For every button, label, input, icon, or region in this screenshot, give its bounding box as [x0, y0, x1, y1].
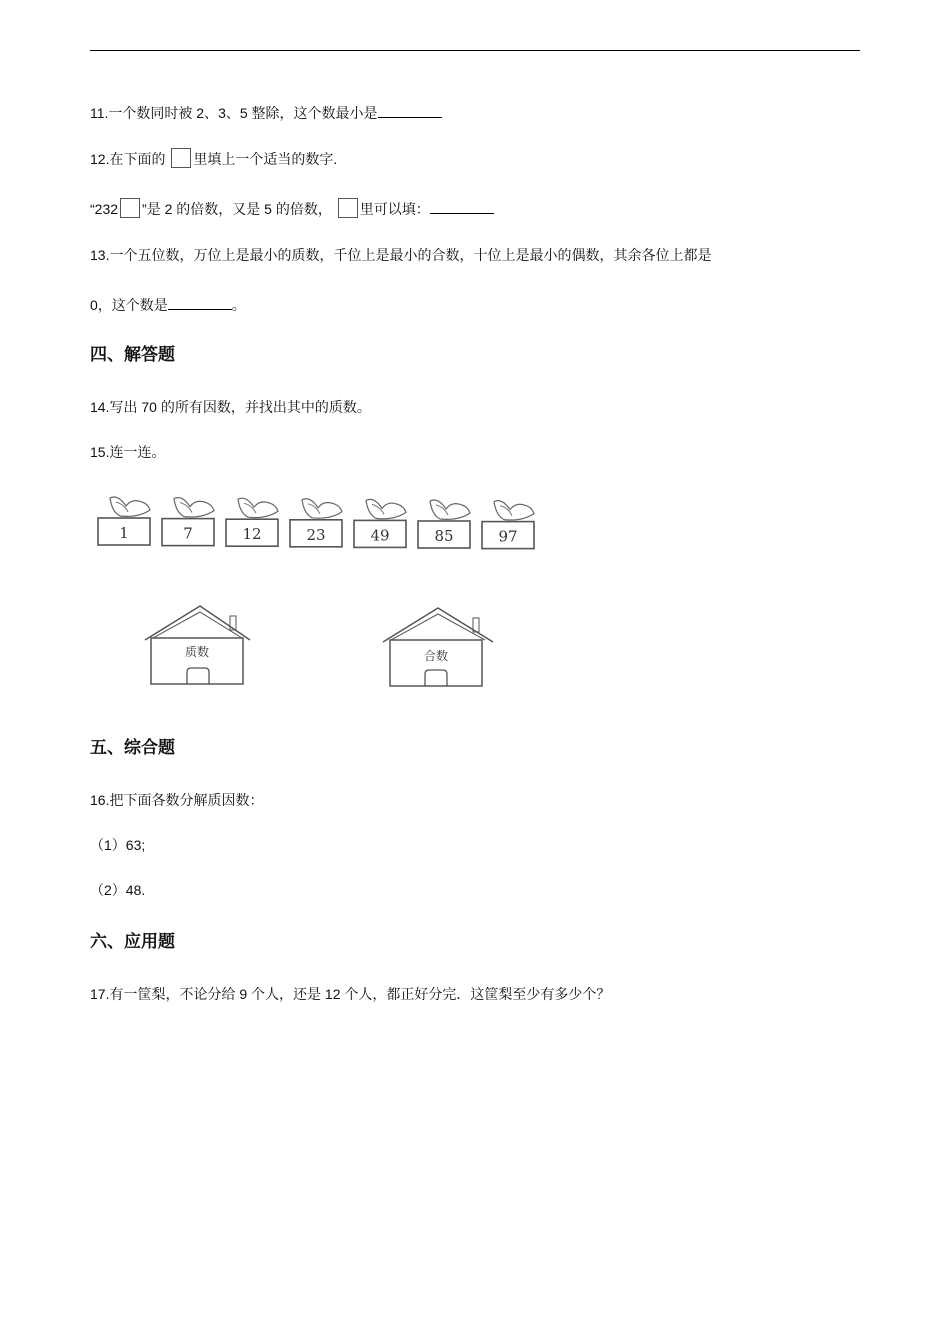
question-12-line2-b: ”是 2 的倍数，又是 5 的倍数，: [142, 201, 332, 217]
answer-blank: [430, 199, 494, 214]
connect-figure-svg: [95, 488, 555, 703]
question-12-line2-a: “232: [90, 201, 119, 217]
dove-icon: [366, 499, 406, 518]
question-12-text-b: 里填上一个适当的数字.: [193, 151, 338, 167]
question-14: 14.写出 70 的所有因数，并找出其中的质数。: [90, 399, 371, 415]
question-13-line2-a: 0，这个数是: [90, 297, 168, 313]
dove-icon: [110, 497, 150, 516]
question-13: [90, 245, 711, 265]
dove-icon: [494, 501, 534, 520]
question-11: [90, 103, 442, 123]
dove-icon: [430, 500, 470, 519]
question-16-item-1: （1）63;: [90, 837, 146, 853]
question-12-text-a: 12.在下面的: [90, 151, 166, 167]
bird-card: [98, 497, 150, 545]
dove-wing-icon: [308, 504, 320, 514]
question-13-line2: [90, 295, 246, 315]
answer-blank: [378, 103, 442, 118]
connect-figure: [95, 488, 555, 708]
bird-card: [354, 499, 406, 547]
dove-wing-icon: [372, 504, 384, 514]
dove-wing-icon: [500, 506, 512, 516]
bird-card: [482, 501, 534, 549]
question-12-line2: [90, 198, 494, 219]
bird-number: 7: [183, 524, 193, 543]
question-12-line2-c: 里可以填：: [359, 201, 430, 217]
dove-icon: [238, 498, 278, 517]
dove-wing-icon: [116, 502, 128, 512]
digit-box: [120, 198, 140, 218]
bird-number: 97: [498, 527, 518, 546]
bird-number: 23: [306, 525, 326, 544]
section-5-title: 五、综合题: [90, 738, 175, 757]
digit-box: [171, 148, 191, 168]
bird-card: [418, 500, 470, 548]
header-rule: [90, 50, 860, 51]
question-13-line1: 13.一个五位数，万位上是最小的质数，千位上是最小的合数，十位上是最小的偶数，其余各位上都是: [90, 247, 712, 263]
section-4-title: 四、解答题: [90, 345, 175, 364]
question-15: 15.连一连。: [90, 444, 166, 460]
dove-icon: [302, 499, 342, 518]
prime-house: [145, 606, 250, 684]
question-16: 16.把下面各数分解质因数：: [90, 792, 264, 808]
dove-wing-icon: [436, 505, 448, 515]
question-13-line2-b: 。: [231, 297, 246, 313]
bird-card: [162, 498, 214, 546]
bird-number: 49: [370, 526, 390, 545]
question-11-text: 11.一个数同时被 2、3、5 整除，这个数最小是: [90, 105, 378, 121]
answer-blank: [168, 295, 232, 310]
prime-house-label: 质数: [184, 645, 210, 659]
bird-number: 1: [119, 524, 129, 542]
bird-number: 85: [434, 527, 454, 545]
bird-card: [226, 498, 278, 546]
question-16-item-2: （2）48.: [90, 882, 146, 898]
dove-wing-icon: [180, 503, 192, 513]
digit-box: [338, 198, 358, 218]
bird-card: [290, 499, 342, 547]
bird-number: 12: [242, 525, 262, 544]
composite-house-label: 合数: [423, 649, 449, 663]
composite-house: [383, 608, 493, 686]
section-6-title: 六、应用题: [90, 932, 175, 951]
question-12: [90, 148, 337, 169]
dove-icon: [174, 498, 214, 517]
dove-wing-icon: [244, 503, 256, 513]
question-17: 17.有一筐梨，不论分给 9 个人，还是 12 个人，都正好分完．这筐梨至少有多少个？: [90, 986, 611, 1002]
